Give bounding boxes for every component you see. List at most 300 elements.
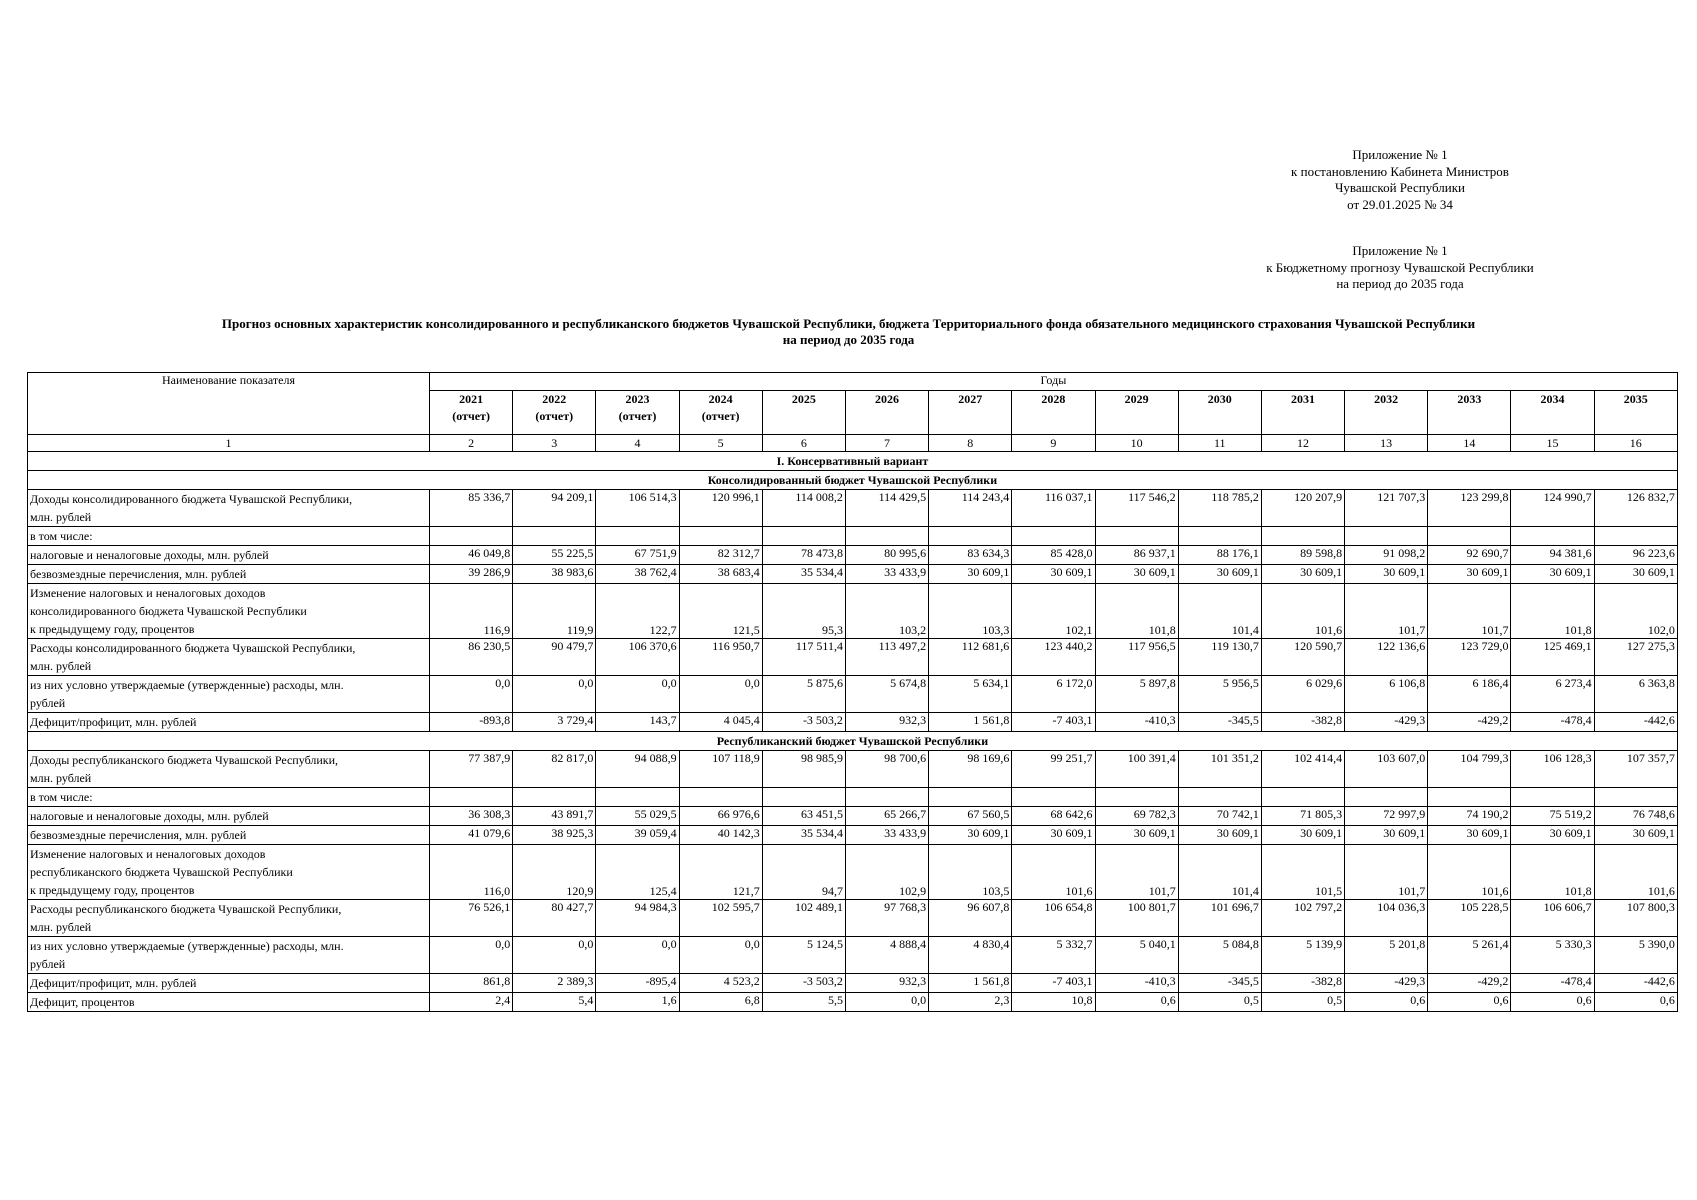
value-cell: 117 546,2	[1095, 490, 1178, 527]
value-cell: 63 451,5	[762, 807, 845, 826]
table-row	[28, 676, 1678, 713]
value-cell: 30 609,1	[1594, 826, 1677, 845]
value-cell: 35 534,4	[762, 826, 845, 845]
value-cell: -7 403,1	[1012, 713, 1095, 732]
value-cell: 71 805,3	[1261, 807, 1344, 826]
table-row	[28, 639, 1678, 676]
year-label: 2023	[625, 392, 650, 406]
year-header	[1345, 391, 1428, 435]
column-number: 14	[1428, 435, 1511, 452]
document-title-line: Прогноз основных характеристик консолидированного и республиканского бюджетов Чувашской Республики, бюджета Территориального фонда обязательного медицинского страхования Чувашской Республики	[221, 316, 1476, 331]
value-cell	[762, 788, 845, 807]
value-cell	[929, 527, 1012, 546]
value-cell: 94,7	[762, 845, 845, 900]
value-cell: 101,7	[1428, 584, 1511, 639]
value-cell: 30 609,1	[929, 565, 1012, 584]
value-cell: 1 561,8	[929, 974, 1012, 993]
value-cell: 1,6	[596, 993, 679, 1012]
year-header	[929, 391, 1012, 435]
value-cell: 69 782,3	[1095, 807, 1178, 826]
value-cell: 103 607,0	[1345, 751, 1428, 788]
section-title: I. Консервативный вариант	[28, 452, 1678, 471]
value-cell: -382,8	[1261, 974, 1344, 993]
table-header-row	[28, 373, 1678, 391]
value-cell	[1594, 788, 1677, 807]
value-cell: 91 098,2	[1345, 546, 1428, 565]
value-cell: -345,5	[1178, 974, 1261, 993]
value-cell	[1511, 788, 1594, 807]
year-header	[596, 391, 679, 435]
value-cell: 30 609,1	[1095, 826, 1178, 845]
value-cell: 103,3	[929, 584, 1012, 639]
appendix-line: к постановлению Кабинета Министров	[1291, 163, 1509, 179]
value-cell: 5 139,9	[1261, 937, 1344, 974]
value-cell: 83 634,3	[929, 546, 1012, 565]
year-label: 2029	[1124, 392, 1149, 406]
column-number: 7	[845, 435, 928, 452]
table-row	[28, 788, 1678, 807]
value-cell: 30 609,1	[1594, 565, 1677, 584]
value-cell: 97 768,3	[845, 900, 928, 937]
value-cell: -410,3	[1095, 713, 1178, 732]
value-cell: 102 414,4	[1261, 751, 1344, 788]
value-cell: 76 526,1	[430, 900, 513, 937]
value-cell: 5 390,0	[1594, 937, 1677, 974]
value-cell: -478,4	[1511, 713, 1594, 732]
appendix-line: Чувашской Республики	[1334, 180, 1466, 195]
value-cell	[1428, 788, 1511, 807]
table-row	[28, 490, 1678, 527]
table-row	[28, 826, 1678, 845]
value-cell: 106 128,3	[1511, 751, 1594, 788]
value-cell: 68 642,6	[1012, 807, 1095, 826]
table-row	[28, 937, 1678, 974]
value-cell: 101,8	[1511, 584, 1594, 639]
value-cell: 30 609,1	[1178, 565, 1261, 584]
year-header	[1594, 391, 1677, 435]
value-cell: 0,0	[513, 676, 596, 713]
indicator-name: Дефицит/профицит, млн. рублей	[28, 974, 430, 993]
value-cell	[1345, 788, 1428, 807]
value-cell: 106 514,3	[596, 490, 679, 527]
value-cell: 80 427,7	[513, 900, 596, 937]
document-title	[30, 316, 1667, 348]
value-cell: -3 503,2	[762, 713, 845, 732]
indicator-name: налоговые и неналоговые доходы, млн. рублей	[28, 807, 430, 826]
value-cell: 6 029,6	[1261, 676, 1344, 713]
year-label: 2027	[958, 392, 983, 406]
value-cell: 0,6	[1594, 993, 1677, 1012]
value-cell: 100 391,4	[1095, 751, 1178, 788]
table-row	[28, 993, 1678, 1012]
value-cell: 38 762,4	[596, 565, 679, 584]
value-cell: -442,6	[1594, 713, 1677, 732]
value-cell: 102 489,1	[762, 900, 845, 937]
column-number: 1	[28, 435, 430, 452]
year-label: 2034	[1540, 392, 1565, 406]
value-cell: 30 609,1	[1178, 826, 1261, 845]
indicator-name: Расходы республиканского бюджета Чувашской Республики, млн. рублей	[28, 900, 430, 937]
value-cell: 123 299,8	[1428, 490, 1511, 527]
value-cell: -478,4	[1511, 974, 1594, 993]
value-cell: 30 609,1	[1095, 565, 1178, 584]
value-cell: -7 403,1	[1012, 974, 1095, 993]
value-cell: 120,9	[513, 845, 596, 900]
value-cell: -429,2	[1428, 974, 1511, 993]
column-number: 16	[1594, 435, 1677, 452]
value-cell: 5,4	[513, 993, 596, 1012]
value-cell	[762, 527, 845, 546]
value-cell	[596, 527, 679, 546]
value-cell: 96 223,6	[1594, 546, 1677, 565]
value-cell: 932,3	[845, 974, 928, 993]
value-cell: 101,4	[1178, 845, 1261, 900]
value-cell: 6,8	[679, 993, 762, 1012]
value-cell: 100 801,7	[1095, 900, 1178, 937]
column-number: 2	[430, 435, 513, 452]
value-cell: -410,3	[1095, 974, 1178, 993]
value-cell	[1095, 788, 1178, 807]
value-cell	[1261, 788, 1344, 807]
value-cell	[513, 788, 596, 807]
value-cell: 113 497,2	[845, 639, 928, 676]
value-cell	[430, 788, 513, 807]
column-number: 10	[1095, 435, 1178, 452]
value-cell: 30 609,1	[1345, 826, 1428, 845]
value-cell: 861,8	[430, 974, 513, 993]
value-cell: 5 040,1	[1095, 937, 1178, 974]
value-cell: 30 609,1	[1261, 565, 1344, 584]
table-row	[28, 527, 1678, 546]
value-cell: -382,8	[1261, 713, 1344, 732]
value-cell: 5 897,8	[1095, 676, 1178, 713]
year-label: 2022	[542, 392, 567, 406]
year-label: 2021	[459, 392, 484, 406]
value-cell: 2,4	[430, 993, 513, 1012]
value-cell: 30 609,1	[929, 826, 1012, 845]
value-cell: 114 243,4	[929, 490, 1012, 527]
value-cell: 74 190,2	[1428, 807, 1511, 826]
value-cell: 30 609,1	[1345, 565, 1428, 584]
value-cell: 5 261,4	[1428, 937, 1511, 974]
value-cell	[1012, 788, 1095, 807]
value-cell: 101,7	[1345, 584, 1428, 639]
value-cell: 0,6	[1345, 993, 1428, 1012]
year-label: 2032	[1374, 392, 1399, 406]
table-row	[28, 974, 1678, 993]
indicator-name: Доходы республиканского бюджета Чувашской Республики, млн. рублей	[28, 751, 430, 788]
column-number: 12	[1261, 435, 1344, 452]
value-cell: 117 511,4	[762, 639, 845, 676]
value-cell: 105 228,5	[1428, 900, 1511, 937]
value-cell: 78 473,8	[762, 546, 845, 565]
column-number: 13	[1345, 435, 1428, 452]
value-cell: 98 700,6	[845, 751, 928, 788]
value-cell: 38 925,3	[513, 826, 596, 845]
value-cell: 123 729,0	[1428, 639, 1511, 676]
value-cell	[1095, 527, 1178, 546]
value-cell: 33 433,9	[845, 826, 928, 845]
value-cell: 94 088,9	[596, 751, 679, 788]
value-cell: 0,6	[1428, 993, 1511, 1012]
value-cell: 116 950,7	[679, 639, 762, 676]
value-cell: 101,4	[1178, 584, 1261, 639]
value-cell: 125,4	[596, 845, 679, 900]
section-header-row	[28, 471, 1678, 490]
value-cell: 30 609,1	[1428, 565, 1511, 584]
value-cell: 0,0	[430, 676, 513, 713]
value-cell: 120 590,7	[1261, 639, 1344, 676]
indicator-name: Расходы консолидированного бюджета Чувашской Республики, млн. рублей	[28, 639, 430, 676]
value-cell: 102,0	[1594, 584, 1677, 639]
value-cell: 43 891,7	[513, 807, 596, 826]
year-header	[1428, 391, 1511, 435]
value-cell: 4 045,4	[679, 713, 762, 732]
value-cell: 94 984,3	[596, 900, 679, 937]
value-cell: 96 607,8	[929, 900, 1012, 937]
value-cell: 117 956,5	[1095, 639, 1178, 676]
value-cell: 30 609,1	[1012, 565, 1095, 584]
value-cell: 116,9	[430, 584, 513, 639]
value-cell: 80 995,6	[845, 546, 928, 565]
column-number: 15	[1511, 435, 1594, 452]
value-cell: 6 172,0	[1012, 676, 1095, 713]
year-header	[762, 391, 845, 435]
value-cell: 5 956,5	[1178, 676, 1261, 713]
value-cell: 107 800,3	[1594, 900, 1677, 937]
value-cell	[1261, 527, 1344, 546]
year-header	[679, 391, 762, 435]
indicator-name-header: Наименование показателя	[28, 373, 430, 435]
value-cell	[596, 788, 679, 807]
value-cell: 5 634,1	[929, 676, 1012, 713]
value-cell: 101,6	[1594, 845, 1677, 900]
table-body	[28, 452, 1678, 1012]
value-cell: 35 534,4	[762, 565, 845, 584]
column-number: 4	[596, 435, 679, 452]
table-row	[28, 546, 1678, 565]
column-number: 11	[1178, 435, 1261, 452]
value-cell: 125 469,1	[1511, 639, 1594, 676]
year-header	[1012, 391, 1095, 435]
value-cell: 5 084,8	[1178, 937, 1261, 974]
value-cell: 30 609,1	[1428, 826, 1511, 845]
year-label: 2031	[1290, 392, 1315, 406]
value-cell: -429,2	[1428, 713, 1511, 732]
value-cell: 120 207,9	[1261, 490, 1344, 527]
value-cell: -429,3	[1345, 974, 1428, 993]
value-cell	[1511, 527, 1594, 546]
value-cell: 5,5	[762, 993, 845, 1012]
section-header-row	[28, 452, 1678, 471]
value-cell: 5 332,7	[1012, 937, 1095, 974]
value-cell: 30 609,1	[1012, 826, 1095, 845]
column-number: 9	[1012, 435, 1095, 452]
value-cell: 116 037,1	[1012, 490, 1095, 527]
value-cell: 1 561,8	[929, 713, 1012, 732]
value-cell	[929, 788, 1012, 807]
value-cell: 5 875,6	[762, 676, 845, 713]
year-note: (отчет)	[535, 409, 574, 423]
appendix-line: Приложение № 1	[1352, 147, 1448, 162]
column-number: 3	[513, 435, 596, 452]
value-cell	[430, 527, 513, 546]
value-cell: 122 136,6	[1345, 639, 1428, 676]
indicator-name: из них условно утверждаемые (утвержденные) расходы, млн. рублей	[28, 676, 430, 713]
document-title-line: на период до 2035 года	[782, 332, 915, 347]
value-cell: 124 990,7	[1511, 490, 1594, 527]
table-row	[28, 713, 1678, 732]
value-cell: 65 266,7	[845, 807, 928, 826]
appendix-line: Приложение № 1	[1352, 243, 1448, 258]
value-cell	[1178, 788, 1261, 807]
value-cell: 102,9	[845, 845, 928, 900]
value-cell: 0,0	[596, 676, 679, 713]
year-label: 2033	[1457, 392, 1482, 406]
value-cell: 39 059,4	[596, 826, 679, 845]
year-note: (отчет)	[452, 409, 490, 423]
value-cell: 0,5	[1261, 993, 1344, 1012]
value-cell: 4 523,2	[679, 974, 762, 993]
year-header	[1511, 391, 1594, 435]
appendix-line: к Бюджетному прогнозу Чувашской Республики	[1266, 259, 1534, 275]
value-cell: 101 696,7	[1178, 900, 1261, 937]
value-cell: 102 595,7	[679, 900, 762, 937]
value-cell	[845, 788, 928, 807]
column-number: 6	[762, 435, 845, 452]
value-cell: 10,8	[1012, 993, 1095, 1012]
value-cell: 121,5	[679, 584, 762, 639]
value-cell: 112 681,6	[929, 639, 1012, 676]
value-cell: 4 888,4	[845, 937, 928, 974]
value-cell: 101,8	[1095, 584, 1178, 639]
value-cell: 114 008,2	[762, 490, 845, 527]
value-cell: 67 560,5	[929, 807, 1012, 826]
value-cell: 85 428,0	[1012, 546, 1095, 565]
year-note: (отчет)	[701, 409, 740, 423]
value-cell: 86 937,1	[1095, 546, 1178, 565]
value-cell: 123 440,2	[1012, 639, 1095, 676]
value-cell: 0,6	[1095, 993, 1178, 1012]
value-cell: 119 130,7	[1178, 639, 1261, 676]
value-cell: 6 273,4	[1511, 676, 1594, 713]
value-cell: 98 985,9	[762, 751, 845, 788]
value-cell: 101 351,2	[1178, 751, 1261, 788]
value-cell: 143,7	[596, 713, 679, 732]
value-cell: 101,8	[1511, 845, 1594, 900]
value-cell: 116,0	[430, 845, 513, 900]
value-cell: 2 389,3	[513, 974, 596, 993]
value-cell: 127 275,3	[1594, 639, 1677, 676]
value-cell	[1594, 527, 1677, 546]
appendix-cabinet-decree	[1250, 147, 1550, 213]
indicator-name: Изменение налоговых и неналоговых доходов республиканского бюджета Чувашской Республики к предыдущему году, процентов	[28, 845, 430, 900]
value-cell: 55 225,5	[513, 546, 596, 565]
indicator-name: Дефицит/профицит, млн. рублей	[28, 713, 430, 732]
value-cell: 39 286,9	[430, 565, 513, 584]
year-label: 2030	[1207, 392, 1232, 406]
value-cell: 102,1	[1012, 584, 1095, 639]
year-label: 2026	[875, 392, 900, 406]
value-cell: 2,3	[929, 993, 1012, 1012]
value-cell: 82 817,0	[513, 751, 596, 788]
value-cell: 46 049,8	[430, 546, 513, 565]
year-header	[1095, 391, 1178, 435]
value-cell: 85 336,7	[430, 490, 513, 527]
value-cell: 0,6	[1511, 993, 1594, 1012]
value-cell: 67 751,9	[596, 546, 679, 565]
section-title: Республиканский бюджет Чувашской Республики	[28, 732, 1678, 751]
table-row	[28, 845, 1678, 900]
year-label: 2024	[708, 392, 733, 406]
value-cell: 92 690,7	[1428, 546, 1511, 565]
table-row	[28, 900, 1678, 937]
value-cell: 126 832,7	[1594, 490, 1677, 527]
table-row	[28, 807, 1678, 826]
value-cell: 88 176,1	[1178, 546, 1261, 565]
value-cell: 119,9	[513, 584, 596, 639]
value-cell: 76 748,6	[1594, 807, 1677, 826]
value-cell: 38 983,6	[513, 565, 596, 584]
value-cell: 89 598,8	[1261, 546, 1344, 565]
value-cell: 120 996,1	[679, 490, 762, 527]
value-cell: 101,5	[1261, 845, 1344, 900]
value-cell: 103,5	[929, 845, 1012, 900]
value-cell: 104 799,3	[1428, 751, 1511, 788]
value-cell: 41 079,6	[430, 826, 513, 845]
value-cell	[679, 788, 762, 807]
value-cell: 101,6	[1428, 845, 1511, 900]
value-cell: -442,6	[1594, 974, 1677, 993]
value-cell: 36 308,3	[430, 807, 513, 826]
indicator-name: Изменение налоговых и неналоговых доходов консолидированного бюджета Чувашской Республики к предыдущему году, процентов	[28, 584, 430, 639]
value-cell: 0,0	[679, 676, 762, 713]
value-cell: 38 683,4	[679, 565, 762, 584]
value-cell: 121 707,3	[1345, 490, 1428, 527]
column-numbers-row	[28, 435, 1678, 452]
value-cell	[1345, 527, 1428, 546]
value-cell: 0,0	[679, 937, 762, 974]
value-cell: 98 169,6	[929, 751, 1012, 788]
value-cell: 107 118,9	[679, 751, 762, 788]
year-header	[1178, 391, 1261, 435]
indicator-name: безвозмездные перечисления, млн. рублей	[28, 565, 430, 584]
value-cell: 6 363,8	[1594, 676, 1677, 713]
value-cell: 6 106,8	[1345, 676, 1428, 713]
appendix-line: от 29.01.2025 № 34	[1347, 196, 1453, 212]
value-cell: 86 230,5	[430, 639, 513, 676]
value-cell: 5 330,3	[1511, 937, 1594, 974]
value-cell: 94 381,6	[1511, 546, 1594, 565]
value-cell: 106 370,6	[596, 639, 679, 676]
value-cell: 104 036,3	[1345, 900, 1428, 937]
value-cell: 30 609,1	[1511, 565, 1594, 584]
value-cell: 5 201,8	[1345, 937, 1428, 974]
indicator-name: Доходы консолидированного бюджета Чувашской Республики, млн. рублей	[28, 490, 430, 527]
value-cell: 5 124,5	[762, 937, 845, 974]
year-header	[845, 391, 928, 435]
value-cell: 4 830,4	[929, 937, 1012, 974]
year-header	[1261, 391, 1344, 435]
value-cell: 3 729,4	[513, 713, 596, 732]
value-cell: 101,6	[1012, 845, 1095, 900]
value-cell: 932,3	[845, 713, 928, 732]
value-cell: 0,0	[596, 937, 679, 974]
value-cell: 99 251,7	[1012, 751, 1095, 788]
value-cell: 0,5	[1178, 993, 1261, 1012]
value-cell: 33 433,9	[845, 565, 928, 584]
value-cell: 103,2	[845, 584, 928, 639]
